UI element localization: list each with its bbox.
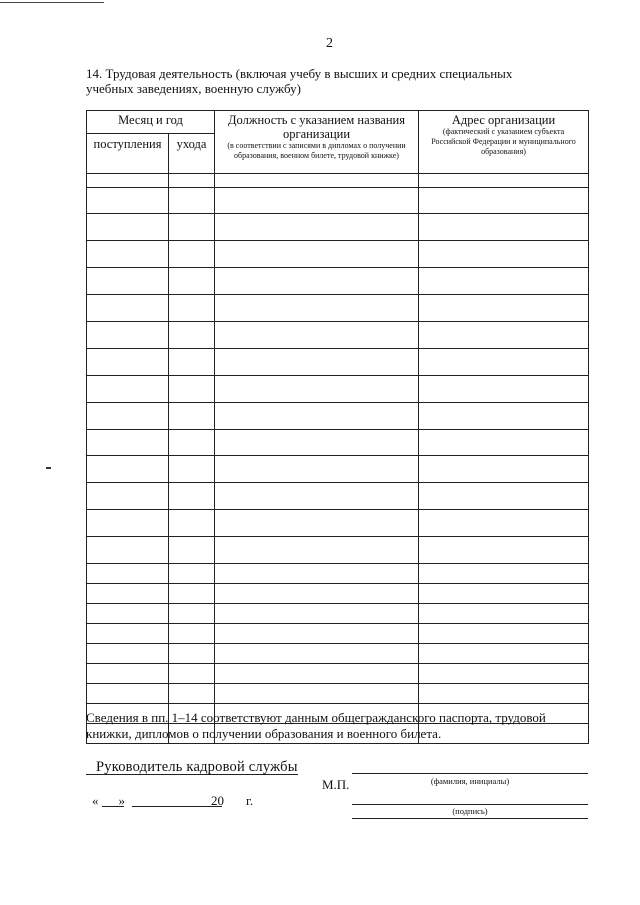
cell-start[interactable] xyxy=(87,684,169,704)
table-row xyxy=(87,584,589,604)
header-position-note: (в соответствии с записями в дипломах о получении образования, военном билете, трудовой книжке) xyxy=(227,141,406,160)
cell-address[interactable] xyxy=(419,624,589,644)
cell-address[interactable] xyxy=(419,214,589,241)
table-row xyxy=(87,188,589,214)
cell-address[interactable] xyxy=(419,604,589,624)
cell-address[interactable] xyxy=(419,456,589,483)
cell-position[interactable] xyxy=(215,295,419,322)
cell-end[interactable] xyxy=(169,214,215,241)
cell-start[interactable] xyxy=(87,510,169,537)
cell-position[interactable] xyxy=(215,604,419,624)
cell-position[interactable] xyxy=(215,456,419,483)
cell-address[interactable] xyxy=(419,664,589,684)
cell-start[interactable] xyxy=(87,214,169,241)
cell-address[interactable] xyxy=(419,403,589,430)
table-row xyxy=(87,483,589,510)
cell-start[interactable] xyxy=(87,430,169,456)
cell-start[interactable] xyxy=(87,537,169,564)
cell-start[interactable] xyxy=(87,564,169,584)
cell-start[interactable] xyxy=(87,664,169,684)
date-year-suffix: г. xyxy=(246,793,254,808)
cell-address[interactable] xyxy=(419,510,589,537)
header-month-year: Месяц и год xyxy=(87,111,215,134)
cell-start[interactable] xyxy=(87,241,169,268)
cell-end[interactable] xyxy=(169,430,215,456)
table-row xyxy=(87,430,589,456)
name-line xyxy=(352,773,588,774)
table-row xyxy=(87,322,589,349)
stamp-label: М.П. xyxy=(322,777,350,792)
table-row xyxy=(87,456,589,483)
cell-address[interactable] xyxy=(419,564,589,584)
cell-end[interactable] xyxy=(169,537,215,564)
table-row xyxy=(87,510,589,537)
cell-end[interactable] xyxy=(169,624,215,644)
table-row xyxy=(87,241,589,268)
cell-end[interactable] xyxy=(169,174,215,188)
cell-address[interactable] xyxy=(419,644,589,664)
cell-start[interactable] xyxy=(87,295,169,322)
cell-address[interactable] xyxy=(419,322,589,349)
date-year-prefix: 20 xyxy=(211,793,224,808)
cell-position[interactable] xyxy=(215,584,419,604)
cell-end[interactable] xyxy=(169,295,215,322)
header-address-note: (фактический с указанием субъекта Российской Федерации и муниципального образования) xyxy=(431,127,576,156)
cell-start[interactable] xyxy=(87,376,169,403)
cell-position[interactable] xyxy=(215,214,419,241)
cell-start[interactable] xyxy=(87,644,169,664)
cell-start[interactable] xyxy=(87,604,169,624)
table-row xyxy=(87,214,589,241)
cell-start[interactable] xyxy=(87,456,169,483)
cell-position[interactable] xyxy=(215,403,419,430)
table-row xyxy=(87,403,589,430)
cell-address[interactable] xyxy=(419,349,589,376)
signature-line xyxy=(352,804,588,805)
margin-mark xyxy=(46,467,51,469)
cell-end[interactable] xyxy=(169,510,215,537)
cell-position[interactable] xyxy=(215,322,419,349)
table-row xyxy=(87,684,589,704)
cell-end[interactable] xyxy=(169,322,215,349)
cell-address[interactable] xyxy=(419,174,589,188)
cell-start[interactable] xyxy=(87,483,169,510)
date-day-line xyxy=(102,806,124,807)
page-number: 2 xyxy=(326,36,333,51)
table-row xyxy=(87,644,589,664)
table-row xyxy=(87,174,589,188)
table-row xyxy=(87,537,589,564)
cell-end[interactable] xyxy=(169,268,215,295)
table-row xyxy=(87,349,589,376)
cell-start[interactable] xyxy=(87,174,169,188)
cell-position[interactable] xyxy=(215,483,419,510)
signature-caption: (подпись) xyxy=(452,806,488,816)
cell-end[interactable] xyxy=(169,684,215,704)
cell-start[interactable] xyxy=(87,403,169,430)
cell-position[interactable] xyxy=(215,564,419,584)
cell-address[interactable] xyxy=(419,268,589,295)
header-start: поступления xyxy=(87,134,169,174)
cell-end[interactable] xyxy=(169,241,215,268)
cell-address[interactable] xyxy=(419,430,589,456)
header-address xyxy=(419,111,589,174)
cell-end[interactable] xyxy=(169,349,215,376)
cell-position[interactable] xyxy=(215,241,419,268)
cell-start[interactable] xyxy=(87,584,169,604)
section-title: 14. Трудовая деятельность (включая учебу в высших и средних специальных учебных заведениях, военную службу) xyxy=(86,66,513,96)
cell-position[interactable] xyxy=(215,376,419,403)
table-row xyxy=(87,268,589,295)
footer-note: Сведения в пп. 1–14 соответствуют данным общегражданского паспорта, трудовой книжки, дипломов о получении образования и военного билета. xyxy=(86,710,546,741)
cell-end[interactable] xyxy=(169,456,215,483)
name-caption: (фамилия, инициалы) xyxy=(430,776,510,786)
cell-end[interactable] xyxy=(169,188,215,214)
table-row xyxy=(87,295,589,322)
header-address-title: Адрес организации xyxy=(451,113,556,127)
cell-end[interactable] xyxy=(169,483,215,510)
cell-address[interactable] xyxy=(419,376,589,403)
header-position xyxy=(215,111,419,174)
head-title-underline xyxy=(86,774,298,775)
table-row xyxy=(87,624,589,644)
cell-end[interactable] xyxy=(169,604,215,624)
cell-address[interactable] xyxy=(419,295,589,322)
header-end: ухода xyxy=(169,134,215,174)
head-title: Руководитель кадровой службы xyxy=(96,759,298,775)
cell-end[interactable] xyxy=(169,584,215,604)
table-row xyxy=(87,664,589,684)
cell-start[interactable] xyxy=(87,268,169,295)
cell-address[interactable] xyxy=(419,241,589,268)
cell-position[interactable] xyxy=(215,510,419,537)
cell-start[interactable] xyxy=(87,188,169,214)
date-close-quote: » xyxy=(118,793,125,808)
cell-end[interactable] xyxy=(169,644,215,664)
cell-start[interactable] xyxy=(87,322,169,349)
work-history-table xyxy=(86,110,589,744)
table-row xyxy=(87,604,589,624)
cell-position[interactable] xyxy=(215,644,419,664)
top-edge-line xyxy=(0,2,104,3)
cell-position[interactable] xyxy=(215,430,419,456)
cell-position[interactable] xyxy=(215,174,419,188)
cell-start[interactable] xyxy=(87,349,169,376)
date-month-line xyxy=(132,806,222,807)
cell-address[interactable] xyxy=(419,483,589,510)
cell-position[interactable] xyxy=(215,188,419,214)
cell-position[interactable] xyxy=(215,349,419,376)
cell-position[interactable] xyxy=(215,684,419,704)
signature-line-lower xyxy=(352,818,588,819)
cell-end[interactable] xyxy=(169,376,215,403)
cell-address[interactable] xyxy=(419,584,589,604)
cell-address[interactable] xyxy=(419,537,589,564)
table-row xyxy=(87,376,589,403)
cell-address[interactable] xyxy=(419,188,589,214)
cell-end[interactable] xyxy=(169,664,215,684)
cell-position[interactable] xyxy=(215,664,419,684)
cell-position[interactable] xyxy=(215,537,419,564)
cell-start[interactable] xyxy=(87,624,169,644)
header-position-title: Должность с указанием названия организации xyxy=(228,113,405,141)
cell-end[interactable] xyxy=(169,564,215,584)
cell-position[interactable] xyxy=(215,268,419,295)
cell-position[interactable] xyxy=(215,624,419,644)
cell-address[interactable] xyxy=(419,684,589,704)
date-open-quote: « xyxy=(92,793,99,808)
table-row xyxy=(87,564,589,584)
table-header-row xyxy=(87,111,589,134)
cell-end[interactable] xyxy=(169,403,215,430)
